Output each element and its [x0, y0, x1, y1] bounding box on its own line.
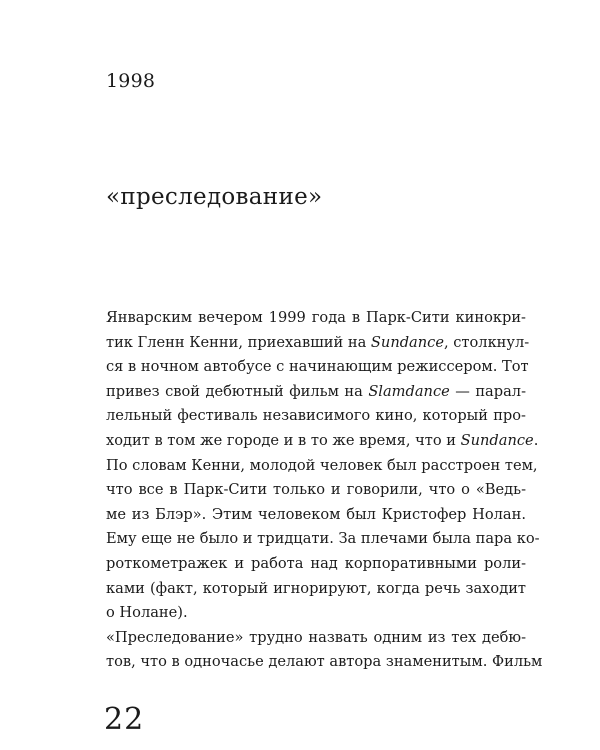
- body-line: По словам Кенни, молодой человек был расстроен тем,: [106, 456, 538, 474]
- body-line: привез свой дебютный фильм на Slamdance — парал-: [106, 382, 527, 400]
- body-text: [106, 306, 543, 675]
- page-number: 22: [104, 702, 145, 737]
- chapter-title: «преследование»: [106, 184, 323, 210]
- body-line: ме из Блэр». Этим человеком был Кристофер Нолан.: [106, 505, 526, 523]
- year-heading: 1998: [106, 70, 156, 92]
- body-line: тов, что в одночасье делают автора знаменитым. Фильм: [106, 653, 543, 671]
- body-line: Январским вечером 1999 года в Парк-Сити кинокри-: [106, 309, 526, 326]
- body-line: «Преследование» трудно назвать одним из тех дебю-: [106, 628, 526, 646]
- body-line: о Нолане).: [106, 604, 188, 622]
- body-line: ходит в том же городе и в то же время, что и Sundance.: [106, 431, 539, 449]
- body-line: ся в ночном автобусе с начинающим режиссером. Тот: [106, 358, 529, 376]
- body-line: ками (факт, который игнорируют, когда речь заходит: [106, 579, 526, 597]
- body-line: Ему еще не было и тридцати. За плечами была пара ко-: [106, 530, 540, 548]
- body-line: роткометражек и работа над корпоративными роли-: [106, 554, 526, 572]
- body-line: лельный фестиваль независимого кино, который про-: [106, 407, 526, 425]
- body-line: что все в Парк-Сити только и говорили, что о «Ведь-: [106, 481, 526, 499]
- body-line: тик Гленн Кенни, приехавший на Sundance, столкнул-: [106, 333, 530, 351]
